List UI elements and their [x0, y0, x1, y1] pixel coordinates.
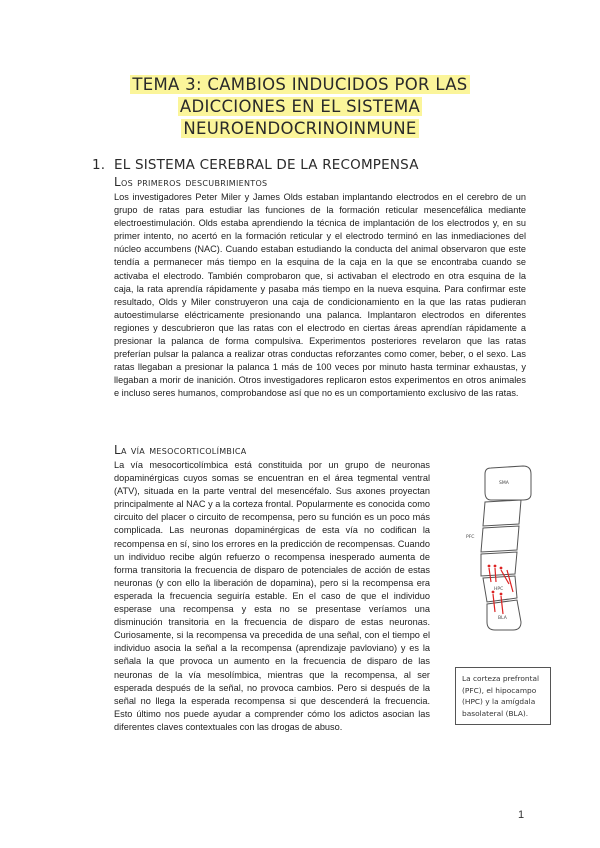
document-title — [0, 74, 600, 140]
label-hpc: HPC — [494, 587, 504, 592]
section-number: 1. — [92, 157, 106, 173]
section-heading — [92, 157, 419, 173]
pfc-block-upper — [483, 500, 521, 526]
pfc-block-lower — [481, 552, 517, 576]
figure-caption: La corteza prefrontal (PFC), el hipocampo (HPC) y la amígdala basolateral (BLA). — [455, 667, 551, 725]
brain-regions-figure — [465, 462, 545, 652]
title-line-2: ADICCIONES EN EL SISTEMA — [179, 97, 421, 116]
title-line-1: TEMA 3: CAMBIOS INDUCIDOS POR LAS — [132, 75, 468, 94]
label-bla: BLA — [498, 616, 507, 621]
page-number: 1 — [518, 809, 525, 821]
subsection-heading-1: Los primeros descubrimientos — [114, 175, 268, 189]
pfc-block-middle — [481, 526, 519, 552]
paragraph-2: La vía mesocorticolímbica está constituida por un grupo de neuronas dopaminérgicas cuyos somas se encuentran en el área tegmental ventral (ATV), situada en la parte ventral del mesencéfalo. Sus axones proyectan principalmente al NAC y a la corteza frontal. Popularmente es conocida como circuito del placer o circuito de recompensa, pero su función es un poco más complicada. Las neuronas dopaminérgicas de esta vía no codifican la recompensa en sí, sino los errores en la predicción de recompensas. Cuando un individuo recibe algún refuerzo o recompensa inesperado aumenta de forma transitoria la frecuencia de disparo de potenciales de acción de estas neuronas (y con ello la liberación de dopamina), pero si la recompensa era esperada la frecuencia seguiría estable. En el caso de que el individuo esperase una recompensa y esta no se presentase veríamos una disminución transitoria en la frecuencia de disparo de estas neuronas. Curiosamente, si la recompensa va precedida de una señal, con el tiempo el individuo asocia la señal a la recompensa (aprendizaje pavloviano) y es la señala la que provoca un aumento en la frecuencia de disparo de las neuronas de la vía mesolímbica, mientras que la recompensa, al ser esperada después de la señal, no provoca cambios. Pero si después de la señal no llega la esperada recompensa si que descenderá la frecuencia. Esto último nos puede ayudar a comprender cómo los adictos asocian las diferentes claves contextuales con las drogas de abuso. — [114, 460, 430, 732]
title-line-3: NEUROENDOCRINOINMUNE — [183, 119, 417, 138]
bla-block — [487, 600, 521, 630]
section-title: EL SISTEMA CEREBRAL DE LA RECOMPENSA — [114, 157, 419, 173]
label-sma: SMA — [499, 481, 509, 486]
paragraph-1: Los investigadores Peter Miler y James Olds estaban implantando electrodos en el cerebro de un grupo de ratas para estudiar las funciones de la formación reticular mesencefálica mediante electroestimulación. Olds estaba aprendiendo la técnica de implantación de los electrodos y, en su primer intento, no acertó en la formación reticular y el electrodo terminó en las inmediaciones del núcleo accumbens (NAC). Cuando estaban estudiando la conducta del animal observaron que este tendía a permanecer más tiempo en la esquina de la caja en la que se encontraba cuando se activaba el electrodo. También comprobaron que, si activaban el electrodo en otra esquina de la caja, la rata aprendía rápidamente y pasaba más tiempo en la nueva esquina. Para confirmar este resultado, Olds y Miler construyeron una caja de condicionamiento en la que las ratas pudieran autoestimularse eléctricamente presionando una palanca. Implantaron electrodos en diferentes regiones y descubrieron que las ratas con el electrodo en ciertas áreas aprendían rápidamente a presionar la palanca de forma compulsiva. Experimentos posteriores revelaron que las ratas preferían pulsar la palanca a realizar otras conductas reforzantes como comer, beber, o el sexo. Las ratas llegaban a presionar la palanca 1 más de 100 veces por minuto hasta terminar exhaustas, y llegaban a morir de inanición. Otros investigadores replicaron estos experimentos en otros animales e incluso seres humanos, comprobandose así que no es un comportamiento exclusivo de las ratas. — [114, 192, 526, 399]
label-pfc: PFC — [466, 535, 475, 540]
subsection-heading-2: La vía mesocorticolímbica — [114, 443, 247, 457]
